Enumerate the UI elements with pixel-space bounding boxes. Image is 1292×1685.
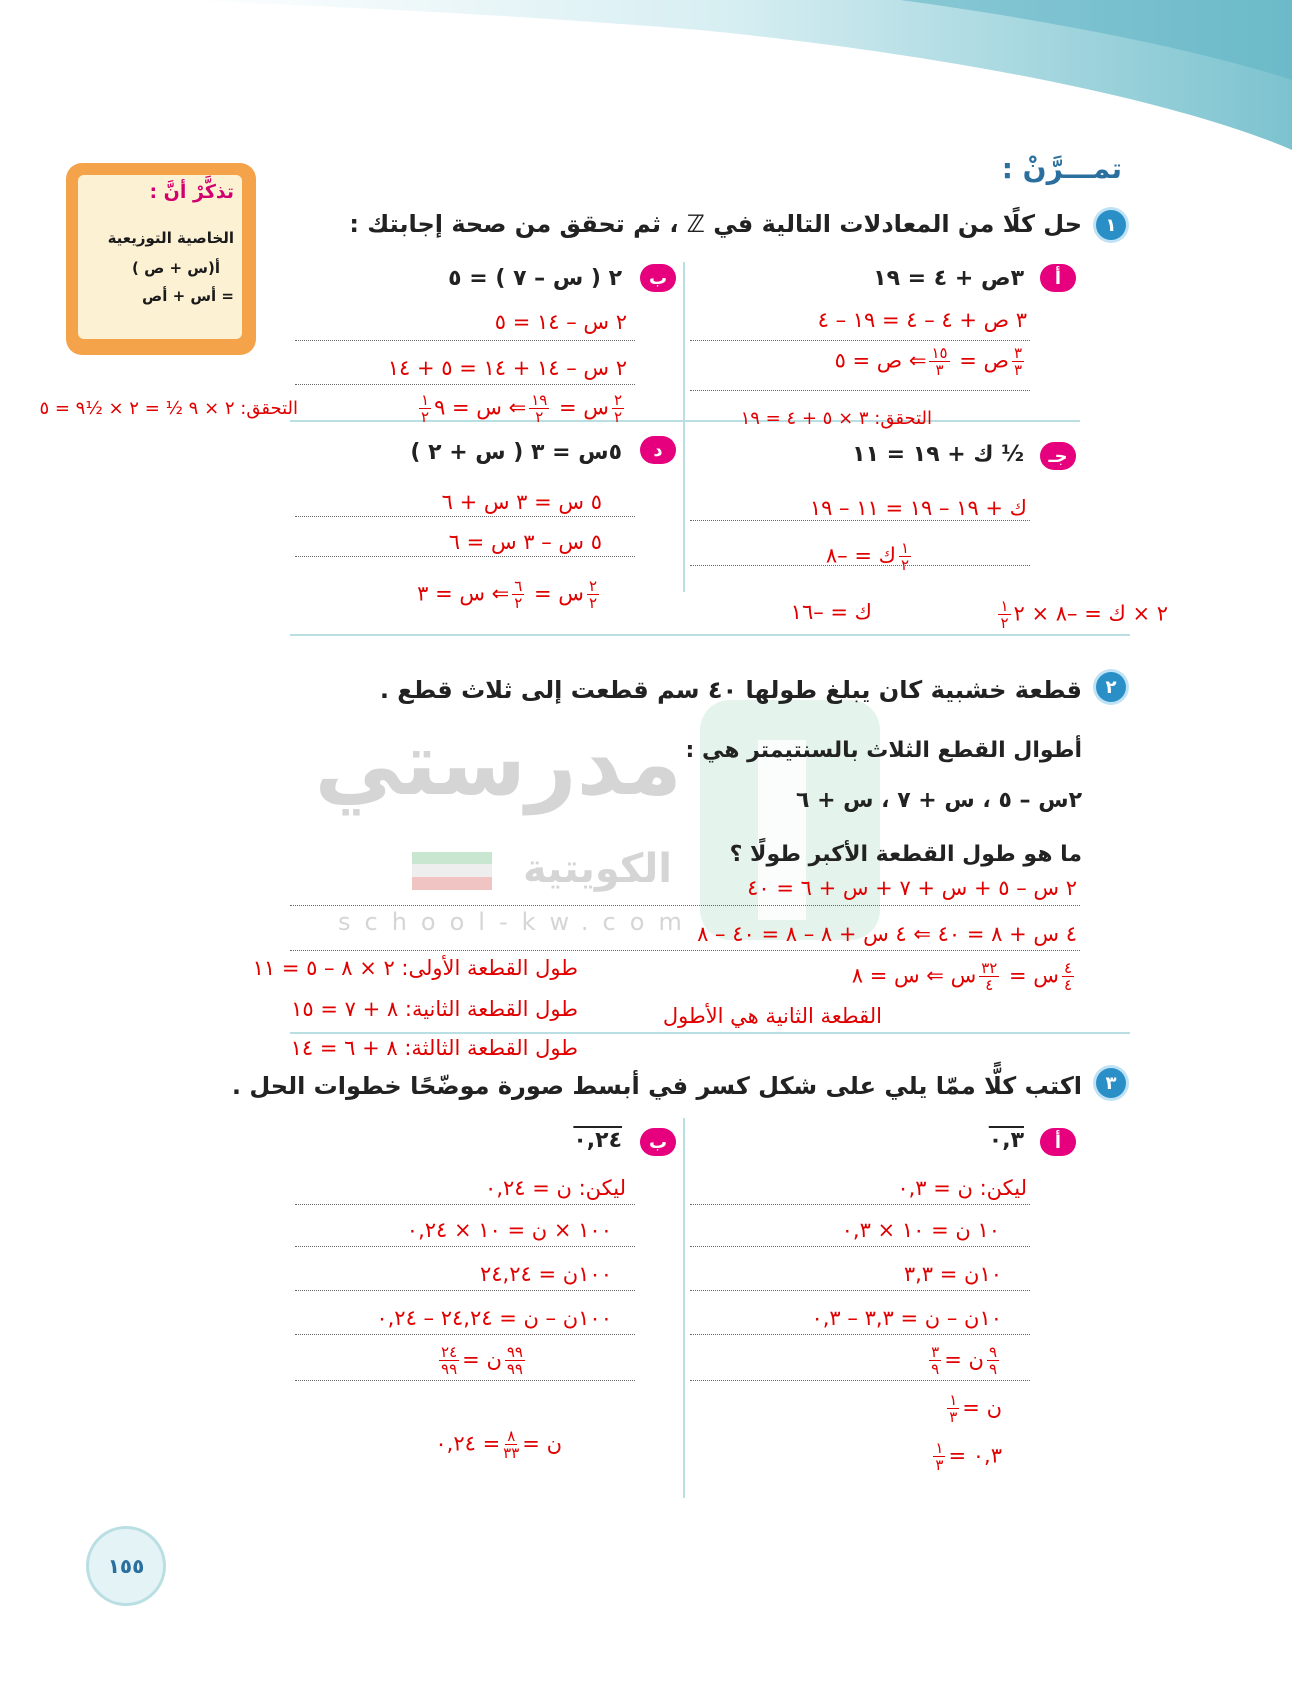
answer-line (295, 384, 635, 385)
column-divider (683, 1118, 685, 1498)
answer-step: ٤ س + ٨ = ٤٠ ⇐ ٤ س + ٨ – ٨ = ٤٠ – ٨ (697, 922, 1077, 946)
answer-step: ٣ ص + ٤ – ٤ = ١٩ – ٤ (817, 308, 1027, 332)
decimal-value: ٠,٣ (988, 1128, 1024, 1153)
answer-step: $\frac{١}{٢}$ ك = –٨ (825, 539, 909, 574)
watermark-sub: الكويتية (522, 846, 672, 892)
answer-step: ليكن: ن = ٠,٣ (897, 1176, 1027, 1200)
header-swoosh (0, 0, 1292, 160)
piece-length: طول القطعة الثالثة: ٨ + ٦ = ١٤ (290, 1036, 578, 1060)
row-divider (290, 420, 1080, 422)
answer-step: ٥ س – ٣ س = ٦ (448, 530, 602, 554)
answer-line (290, 950, 1080, 951)
question-number-badge: ١ (1096, 210, 1126, 240)
question-prompt: حل كلًا من المعادلات التالية في ℤ ، ثم تحقق من صحة إجابتك : (349, 210, 1082, 238)
part-letter-badge: أ (1040, 1128, 1076, 1156)
answer-step: ن = $\frac{٨}{٣٣}$ = ٠,٢٤ (435, 1427, 562, 1462)
decimal-value: ٠,٢٤ (573, 1128, 622, 1153)
answer-line (295, 516, 635, 517)
piece-length: طول القطعة الثانية: ٨ + ٧ = ١٥ (291, 997, 578, 1021)
answer-step: $\frac{٣}{٣}$ ص = $\frac{١٥}{٣}$ ⇐ ص = ٥ (834, 344, 1022, 379)
remember-note (66, 163, 256, 355)
section-title: تمـــرَّنْ : (1001, 152, 1122, 185)
answer-line (295, 1334, 635, 1335)
answer-step: ١٠ ن = ١٠ × ٠,٣ (841, 1218, 1000, 1242)
answer-line (690, 1204, 1030, 1205)
answer-step: $\frac{٢}{٢}$ س = $\frac{١٩}{٢}$ ⇐ س = ٩ $\frac{١}{٢}$ (421, 391, 622, 426)
answer-line (690, 390, 1030, 391)
question-number-badge: ٣ (1096, 1068, 1126, 1098)
column-divider (683, 262, 685, 592)
answer-step: $\frac{٩٩}{٩٩}$ ن = $\frac{٢٤}{٩٩}$ (441, 1343, 523, 1378)
check-step: التحقق: ٢ × ٩ ½ = ٢ × ½٩ = ٥ (39, 398, 298, 419)
page-number-badge (86, 1526, 166, 1606)
piece-length: طول القطعة الأولى: ٢ × ٨ – ٥ = ١١ (252, 956, 578, 980)
note-line: = أس + أص (142, 287, 234, 305)
answer-step: ١٠ن – ن = ٣,٣ – ٠,٣ (811, 1306, 1002, 1330)
watermark-url: school-kw.com (338, 908, 696, 936)
equation: ٥س = ٣ ( س + ٢ ) (410, 440, 622, 465)
note-line: الخاصية التوزيعية (107, 229, 234, 247)
answer-step: ١٠٠ن – ن = ٢٤,٢٤ – ٠,٢٤ (376, 1306, 612, 1330)
part-letter-badge: ب (640, 1128, 676, 1156)
answer-step: ليكن: ن = ٠,٢٤ (485, 1176, 626, 1200)
answer-line (295, 1204, 635, 1205)
answer-line (290, 905, 1080, 906)
answer-line (295, 1290, 635, 1291)
answer-step: ٢ × ك = –٨ × ٢ $\frac{١}{٢}$ (1000, 597, 1168, 632)
answer-line (690, 1246, 1030, 1247)
answer-line (690, 340, 1030, 341)
note-line: أ(س + ص ) (132, 259, 220, 277)
question-prompt: قطعة خشبية كان يبلغ طولها ٤٠ سم قطعت إلى ثلاث قطع . (379, 676, 1082, 704)
answer-step: $\frac{٢}{٢}$ س = $\frac{٦}{٢}$ ⇐ س = ٣ (417, 577, 597, 612)
equation: ٢ ( س – ٧ ) = ٥ (448, 266, 622, 291)
answer-line (295, 556, 635, 557)
answer-step: ك + ١٩ – ١٩ = ١١ – ١٩ (809, 496, 1027, 520)
question-text: ٢س – ٥ ، س + ٧ ، س + ٦ (795, 788, 1082, 813)
question-prompt: اكتب كلًّا ممّا يلي على شكل كسر في أبسط صورة موضّحًا خطوات الحل . (231, 1072, 1082, 1100)
answer-line (690, 520, 1030, 521)
answer-line (295, 1246, 635, 1247)
part-letter-badge: ب (640, 264, 676, 292)
answer-line (690, 1380, 1030, 1381)
question-text: ما هو طول القطعة الأكبر طولًا ؟ (729, 842, 1082, 867)
section-divider (290, 634, 1130, 636)
answer-line (690, 565, 1030, 566)
watermark-flag (412, 852, 492, 890)
answer-line (690, 1334, 1030, 1335)
question-text: أطوال القطع الثلاث بالسنتيمتر هي : (685, 738, 1082, 763)
answer-step: $\frac{٤}{٤}$ س = $\frac{٣٢}{٤}$ س ⇐ س = ٨ (851, 959, 1072, 994)
watermark-logo (700, 700, 880, 940)
answer-line (690, 1290, 1030, 1291)
answer-step: ٠,٣ = $\frac{١}{٣}$ (935, 1439, 1002, 1474)
watermark-brand: مدرستي (314, 712, 682, 815)
page-number: ١٥٥ (107, 1554, 145, 1578)
answer-step: ١٠٠ن = ٢٤,٢٤ (479, 1262, 612, 1286)
part-letter-badge: د (640, 436, 676, 464)
answer-step: ٥ س = ٣ س + ٦ (441, 490, 602, 514)
equation: ½ ك + ١٩ = ١١ (852, 442, 1024, 467)
answer-step: ٢ س – ١٤ = ٥ (494, 310, 627, 334)
equation: ٣ص + ٤ = ١٩ (873, 266, 1024, 291)
answer-line (295, 1380, 635, 1381)
answer-step: ن = $\frac{١}{٣}$ (949, 1391, 1002, 1426)
part-letter-badge: أ (1040, 264, 1076, 292)
answer-step: ١٠٠ × ن = ١٠ × ٠,٢٤ (406, 1218, 612, 1242)
answer-step: ٢ س – ٥ + س + ٧ + س + ٦ = ٤٠ (747, 876, 1077, 900)
section-divider (290, 1032, 1130, 1034)
answer-step: ك = –١٦ (790, 600, 872, 624)
answer-step: ٢ س – ١٤ + ١٤ = ٥ + ١٤ (387, 356, 627, 380)
answer-conclusion: القطعة الثانية هي الأطول (662, 1004, 882, 1028)
question-number-badge: ٢ (1096, 672, 1126, 702)
part-letter-badge: جـ (1040, 442, 1076, 470)
answer-step: $\frac{٩}{٩}$ ن = $\frac{٣}{٩}$ (931, 1343, 997, 1378)
answer-step: ١٠ن = ٣,٣ (903, 1262, 1002, 1286)
answer-line (295, 340, 635, 341)
check-step: التحقق: ٣ × ٥ + ٤ = ١٩ (740, 408, 932, 429)
note-title: تذكَّرْ أنَّ : (149, 181, 234, 203)
